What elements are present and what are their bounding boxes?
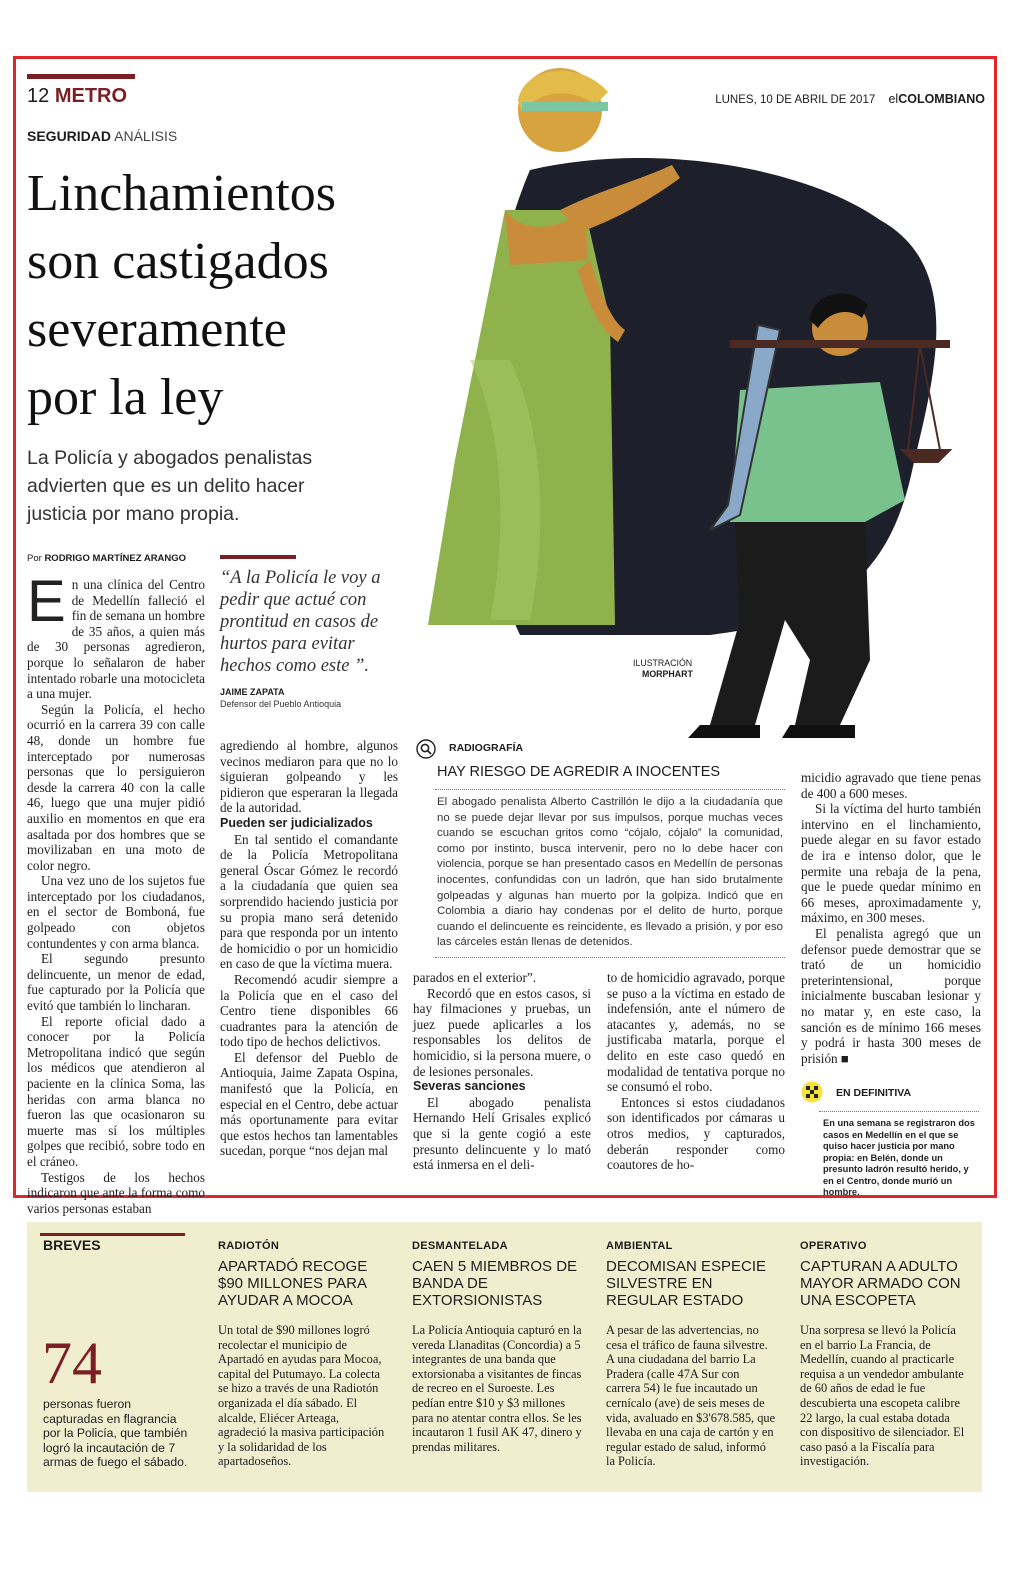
en-definitiva-box bbox=[801, 1081, 981, 1197]
breves-label: BREVES bbox=[43, 1237, 101, 1253]
headline-line: severamente bbox=[27, 301, 287, 358]
drop-cap: E bbox=[27, 569, 66, 634]
radiografia-title: HAY RIESGO DE AGREDIR A INOCENTES bbox=[437, 764, 721, 780]
en-definitiva-text: En una semana se registraron dos casos en Medellín en el que se quiso hacer justicia por mano propia: en Belén, donde un presunto ladrón resultó herido, y en el Centro, donde murió un hombre. bbox=[823, 1118, 975, 1197]
header-rule bbox=[27, 74, 135, 79]
breves-stat-text: personas fueron capturadas en flagrancia por la Policía, que también logró la incautación de 7 armas de fuego el sábado. bbox=[43, 1397, 188, 1469]
kicker bbox=[27, 128, 177, 144]
radiografia-bottom-rule bbox=[435, 957, 785, 958]
subhead: Severas sanciones bbox=[413, 1079, 526, 1094]
breve-item: OPERATIVO CAPTURAN A ADULTO MAYOR ARMADO CON UNA ESCOPETA Una sorpresa se llevó la Policía en el barrio La Francia, de Medellín, cuando al practicarle requisa a un vendedor ambulante de 60 años de edad le fue descubierta una escopeta calibre 22 largo, la cual estaba dotada con dispositivo de silenciador. El caso pasó a la Fiscalía para investigación. bbox=[800, 1240, 965, 1469]
radiografia-divider bbox=[435, 789, 785, 790]
radiografia-label: RADIOGRAFÍA bbox=[449, 742, 524, 754]
headline bbox=[27, 160, 336, 432]
breve-item: RADIOTÓN APARTADÓ RECOGE $90 MILLONES PARA AYUDAR A MOCOA Un total de $90 millones logró recolectar el municipio de Apartadó en ayudas para Mocoa, capital del Putumayo. La colecta se hizo a través de una Radiotón organizada el día sábado. El alcalde, Eliécer Arteaga, agradeció la masiva participación y la solidaridad de los apartadoseños. bbox=[218, 1240, 385, 1469]
body-column-1: En una clínica del Centro de Medellín falleció el fin de semana un hombre de 35 años, a quien más de 30 personas agredieron, porque lo señalaron de haber intentado robarle una motocicleta a una mujer. Según la Policía, el hecho ocurrió en la carrera 39 con calle 48, donde un hombre fue interceptado por numerosas personas que lo persiguieron desde la carrera 40 con la calle 46, luego que una mujer pidió auxilio en momentos en que era asaltada por dos hombres que se movilizaban en una moto de color negro. Una vez uno de los sujetos fue interceptado por los ciudadanos, en el sector de Bomboná, fue golpeado con objetos contundentes y con arma blanca. El segundo presunto delincuente, un menor de edad, fue capturado por la Policía que evitó que también lo lincharan. El reporte oficial dado a conocer por la Policía Metropolitana indicó que según los médicos que atendieron al paciente en la clínica Soma, las heridas con arma blanca no fueron las que ocasionaron su muerte mas sí los múltiples golpes que recibió, sobre todo en el cráneo. Testigos de los hechos indicaron que ante la forma como varios personas estaban bbox=[27, 569, 205, 1216]
headline-line: por la ley bbox=[27, 369, 224, 426]
headline-line: son castigados bbox=[27, 233, 329, 290]
breves-rule bbox=[40, 1233, 185, 1236]
brand-logo: elCOLOMBIANO bbox=[888, 92, 985, 106]
headline-line: Linchamientos bbox=[27, 165, 337, 222]
kicker-section: SEGURIDAD bbox=[27, 128, 112, 144]
body-column-2: agrediendo al hombre, algunos vecinos mediaron para que no lo siguieran golpeando y les pidieron que esperaran la llegada de la autoridad. Pueden ser judicializados En tal sentido el comandante de la Policía Metropolitana general Óscar Gómez le recordó a la ciudadanía que quien sea sorprendido haciendo justicia por su propia mano será detenido para que responda por un intento de homicidio o por un homicidio en caso de que la víctima muera. Recomendó acudir siempre a la Policía que en el caso del Centro tiene disponibles 66 cuadrantes para la atención de todo tipo de hechos delictivos. El defensor del Pueblo de Antioquia, Jaime Zapata Ospina, manifestó que la Policía, en especial en el Centro, debe actuar más oportunamente para evitar que estos hechos tan lamentables sucedan, porque “nos dejan mal bbox=[220, 738, 398, 1159]
section-name: METRO bbox=[54, 85, 128, 107]
radiografia-text: El abogado penalista Alberto Castrillón le dijo a la ciudadanía que no se puede dejar llevar por sus impulsos, porque muchas veces cuando se escuchan gritos como “cójalo, cójalo” la comunidad, como por instinto, busca intervenir, pero no lo debe hacer con violencia, porque se han presentado casos en Medellín de personas inocentes, confundidas con un ladrón, que han sido brutalmente golpeadas y algunas han muerto por la golpiza. Indicó que en Colombia a diario hay condenas por el delito de hurto, porque cuando el delincuente es reincidente, es llevado a prisión, y por eso las cárceles están llenas de detenidos. bbox=[437, 796, 783, 949]
breves-stat-number: 74 bbox=[42, 1330, 102, 1396]
byline-name: RODRIGO MARTÍNEZ ARANGO bbox=[44, 553, 187, 564]
deck: La Policía y abogados penalistas advierten que es un delito hacer justicia por mano propia. bbox=[27, 447, 313, 525]
byline: Por RODRIGO MARTÍNEZ ARANGO bbox=[27, 553, 187, 564]
justice-illustration bbox=[410, 60, 995, 745]
blindfold bbox=[522, 102, 608, 111]
en-definitiva-divider bbox=[819, 1111, 979, 1112]
kicker-type: ANÁLISIS bbox=[114, 128, 178, 144]
page-number: 12 bbox=[27, 85, 50, 107]
body-column-5: micidio agravado que tiene penas de 400 a 600 meses. Si la víctima del hurto también intervino en el linchamiento, puede alegar en su favor estado de ira e intenso dolor, que le permite una rebaja de la pena, que le puede quedar mínimo en 66 meses, aproximadamente y, máximo, en 300 meses. El penalista agregó que un defensor puede demostrar que se trató de un homicidio preterintensional, porque inicialmente buscaban lesionar y no matar y, en este caso, la sanción es de mínimo 166 meses y podrá ir hasta 300 meses de prisión ■ bbox=[801, 770, 981, 1066]
quote-role: Defensor del Pueblo Antioquia bbox=[220, 699, 342, 709]
subhead: Pueden ser judicializados bbox=[220, 815, 373, 830]
illustration-credit: ILUSTRACIÓN MORPHART bbox=[633, 658, 693, 679]
en-definitiva-label: EN DEFINITIVA bbox=[836, 1087, 912, 1099]
breve-item: DESMANTELADA CAEN 5 MIEMBROS DE BANDA DE EXTORSIONISTAS La Policía Antioquia capturó en la vereda Llanaditas (Concordia) a 5 integrantes de una banda que extorsionaba a visitantes de fincas de recreo en el Suroeste. Les pedían entre $10 y $3 millones para no atentar contra ellos. Se les incautaron 1 fusil AK 47, dinero y prendas militares. bbox=[412, 1240, 582, 1454]
body-column-4: to de homicidio agravado, porque se puso a la víctima en estado de indefensión, ante el número de atacantes y, además, no se justificaba matarla, porque el delito en este caso quedó en modalidad de tentativa porque no se consumó el robo. Entonces si estos ciudadanos son identificados por cámaras u otros medios, y capturados, deberán responder como coautores de ho- bbox=[607, 970, 785, 1173]
body-column-3: parados en el exterior”. Recordó que en estos casos, si hay filmaciones y pruebas, un juez puede aplicarles a los responsables los delitos de homicidio, si la persona muere, o de lesiones personales. Severas sanciones El abogado penalista Hernando Helí Grisales explicó que si la gente cogió a este presunto delincuente y lo mató está inmersa en el deli- bbox=[413, 970, 591, 1173]
issue-date: LUNES, 10 DE ABRIL DE 2017 bbox=[715, 94, 876, 106]
scale-beam bbox=[730, 340, 950, 348]
pull-quote: “A la Policía le voy a pedir que actué con prontitud en casos de hurtos para evitar hechos como este ”. bbox=[220, 568, 381, 676]
breve-item: AMBIENTAL DECOMISAN ESPECIE SILVESTRE EN REGULAR ESTADO A pesar de las advertencias, no cesa el tráfico de fauna silvestre. A una ciudadana del barrio La Pradera (calle 47A Sur con carrera 54) le fue incautado un cernícalo (ave) de seis meses de vida, avaluado en $3'678.585, que llevaba en una caja de cartón y en regular estado de salud, informó la Policía. bbox=[606, 1240, 776, 1469]
checker-icon bbox=[801, 1081, 823, 1103]
quote-rule bbox=[220, 555, 296, 559]
radiografia-box bbox=[413, 737, 791, 960]
quote-author: JAIME ZAPATA bbox=[220, 687, 285, 697]
page-header bbox=[27, 84, 127, 108]
magnifier-icon bbox=[416, 739, 436, 759]
